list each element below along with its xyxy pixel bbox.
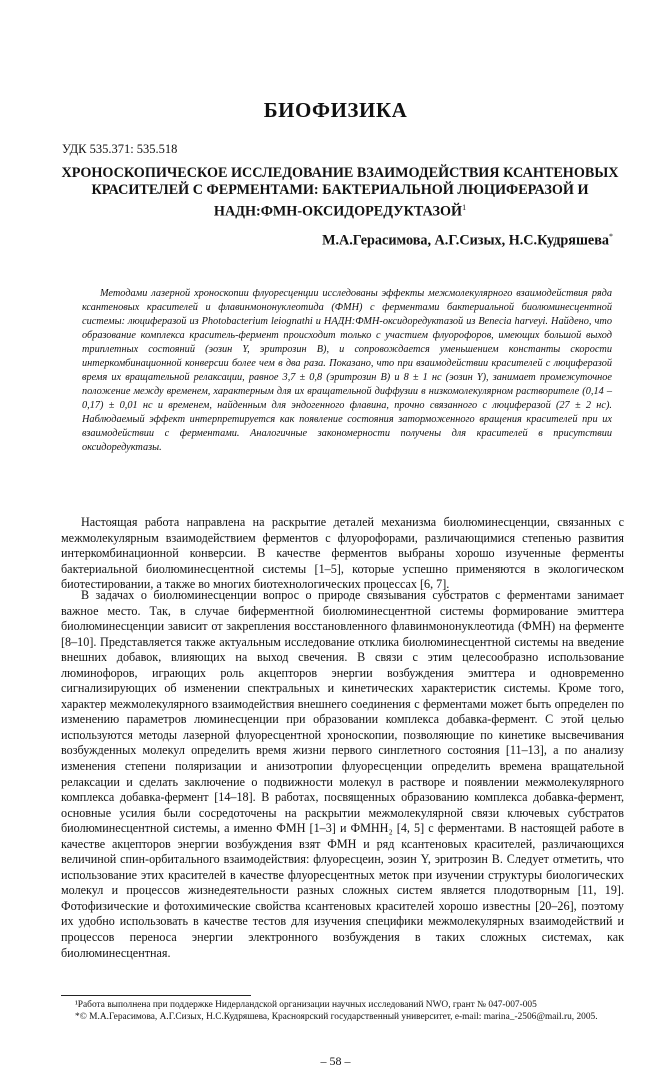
body-paragraph-1: Настоящая работа направлена на раскрытие деталей механизма биолюминесценции, связанных с межмолекулярным взаимодействием ферментов с флуорофорами, различающимися степенью развития интеркомбинационной конверсии. В качестве ферментов выбраны хорошо изученные ферменты бактериальной биолюминесцентной системы [1–5], которые успешно применяются в экологическом биотестировании, а также во многих биотехнологических процессах [6, 7]. (61, 515, 624, 592)
abstract: Методами лазерной хроноскопии флуоресценции исследованы эффекты межмолекулярного взаимодействия ряда ксантеновых красителей и флавинмононуклеотида (ФМН) с ферментами бактериальной биолюминесцентной системы: люциферазой из Photobacterium leiognathi и НАДН:ФМН-оксидоредуктазой из Benecia harveyi. Найдено, что образование комплекса краситель-фермент происходит только с участием флуорофоров, имеющих большой выход триплетных состояний (эозин Y, эритрозин В), и сопровождается уменьшением константы скорости интеркомбинационной конверсии более чем в два раза. Показано, что при взаимодействии красителей с люциферазой время их вращательной релаксации, равное 3,7 ± 0,8 (эритрозин В) и 8 ± 1 нс (эозин Y), занимает промежуточное положение между временем, характерным для их вращательной диффузии в низкомолекулярном растворителе (0,14 – 0,17) ± 0,01 нс и временем, найденным для эндогенного флавина, прочно связанного с люциферазой (27 ± 2 нс). Наблюдаемый эффект интерпретируется как появление состояния заторможенного вращения красителей при их взаимодействии с ферментами. Аналогичные закономерности получены для красителей в присутствии оксидоредуктазы. (82, 288, 612, 453)
footnote-1: ¹Работа выполнена при поддержке Нидерландской организации научных исследований NWO, грант № 047-007-005 (75, 1000, 537, 1010)
body-paragraph-2: В задачах о биолюминесценции вопрос о природе связывания субстратов с ферментами занимает важное место. Так, в случае биферментной биолюминесцентной системы формирование эмиттера биолюминесценции зависит от закрепления восстановленного флавинмононуклеотида (ФМН) на ферменте [8–10]. Представляется также актуальным исследование отклика биолюминесцентной системы на введение внешних добавок, влияющих на выход свечения. В связи с этим целесообразно использование люминофоров, играющих роль акцепторов энергии возбуждения эмиттера и одновременно сигнализирующих об изменении спектральных и кинетических характеристик системы. Кроме того, характер межмолекулярного взаимодействия внешнего соединения с ферментами может быть определен по изменению параметров люминесценции при образовании комплекса добавка-фермент. С этой целью используются методы лазерной флуоресцентной хроноскопии, позволяющие по кинетике высвечивания возбужденных молекул определить время жизни первого синглетного состояния [11–13], а по анализу изменения степени поляризации и анизотропии флуоресценции определить времена вращательной релаксации и сделать заключение о подвижности молекул в растворе и появлении межмолекулярного комплекса добавка-фермент [14–18]. В работах, посвященных образованию комплекса добавка-фермент, основные усилия были сосредоточены на раскрытии межмолекулярной связи ключевых субстратов биолюминесцентной системы, а именно ФМН [1–3] и ФМНН₂ [4, 5] с ферментами. В настоящей работе в качестве акцепторов энергии возбуждения взят ФМН и ряд ксантеновых красителей, различающихся величиной спин-орбитального взаимодействия: флуоресцеин, эозин Y, эритрозин В. Следует отметить, что использование этих красителей в качестве флуоресцентных меток при изучении структуры биологических молекул и процессов жизнедеятельности разных сложных систем является плодотворным [11, 19]. Фотофизические и фотохимические свойства ксантеновых красителей хорошо известны [20–26], поэтому их удобно использовать в качестве тестов для изучения специфики межмолекулярных взаимодействий и процессов переноса энергии электронного возбуждения в таких сложных системах, как биолюминесцентная. (61, 588, 624, 960)
page-number: – 58 – (320, 1054, 351, 1068)
footnotes (61, 999, 624, 1023)
authors-text: М.А.Герасимова, А.Г.Сизых, Н.С.Кудряшева (322, 232, 609, 249)
section-title: БИОФИЗИКА (263, 98, 408, 122)
udk-code: УДК 535.371: 535.518 (62, 142, 178, 156)
article-title-text: ХРОНОСКОПИЧЕСКОЕ ИССЛЕДОВАНИЕ ВЗАИМОДЕЙСТВИЯ КСАНТЕНОВЫХ КРАСИТЕЛЕЙ С ФЕРМЕНТАМИ: БАКТЕРИАЛЬНОЙ ЛЮЦИФЕРАЗОЙ И НАДН:ФМН-ОКСИДОРЕДУКТАЗОЙ (61, 165, 619, 220)
footnote-2: *© М.А.Герасимова, А.Г.Сизых, Н.С.Кудряшева, Красноярский государственный университет, e-mail: marina_-2506@mail.ru, 2005. (75, 1012, 598, 1022)
authors (322, 232, 613, 250)
article-title (60, 165, 620, 221)
title-footnote-mark: 1 (462, 203, 467, 212)
authors-footnote-mark: * (609, 232, 613, 241)
footnote-divider (61, 995, 251, 996)
